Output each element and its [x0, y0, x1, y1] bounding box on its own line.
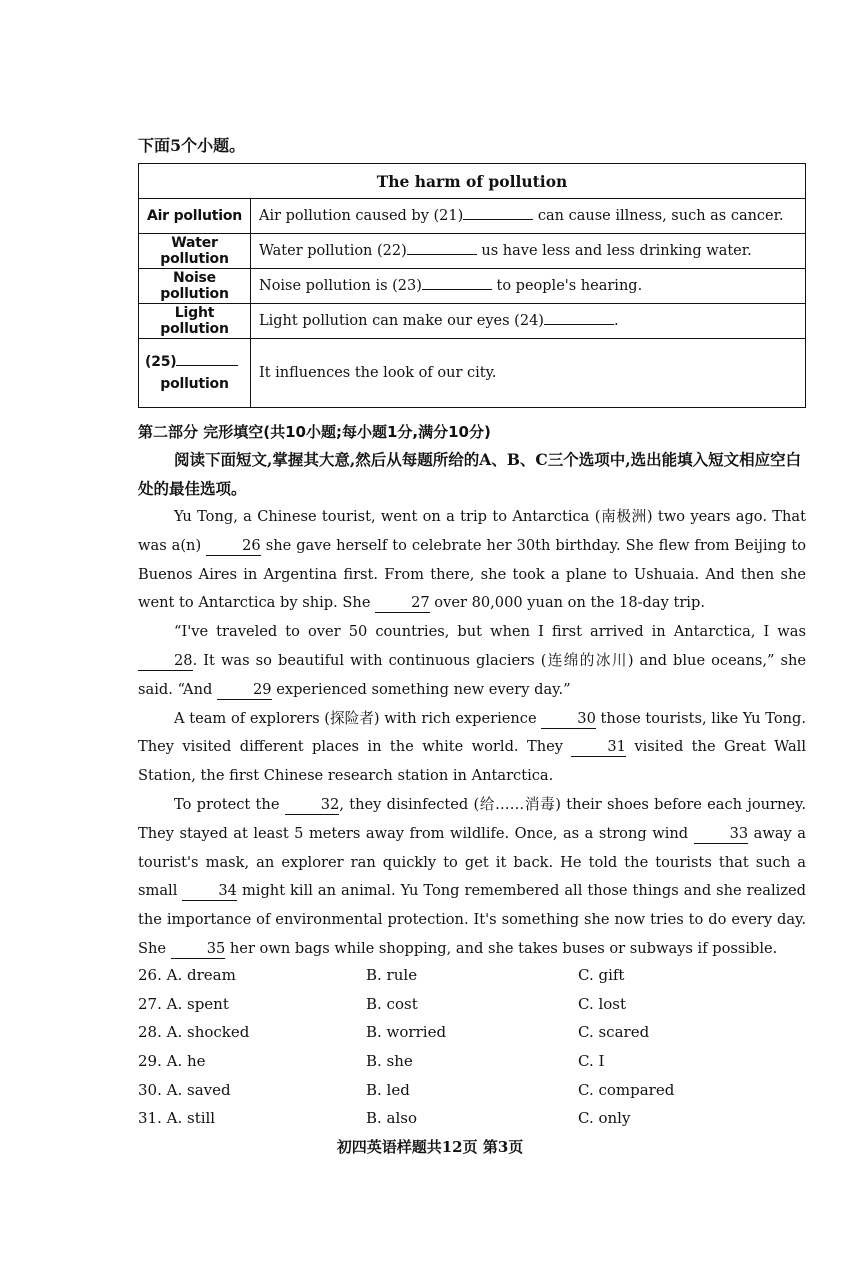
passage-text: , they disinfected (给……消毒) their shoes before each journey. They stayed at least 5 meters away from wildlife. Once, as a strong wind: [138, 795, 806, 842]
blank-29: 29: [217, 681, 272, 700]
pollution-desc: [251, 304, 806, 339]
option-row: [138, 1105, 806, 1134]
option-b: B. led: [366, 1080, 410, 1099]
desc-post: .: [613, 313, 619, 329]
passage-text: Yu Tong, a Chinese tourist, went on a trip to Antarctica (南极洲) two years ago. That was a(n): [138, 508, 806, 554]
table-row: [139, 234, 806, 269]
blank-34: 34: [182, 882, 237, 901]
desc-pre: Water pollution (22): [259, 243, 407, 259]
passage-text: she gave herself to celebrate her 30th birthday. She flew from Beijing to Buenos Aires in Argentina first. From there, she took a plane to Ushuaia. And then she went to Antarctica by ship. She: [138, 536, 806, 612]
option-c: C. only: [578, 1109, 631, 1128]
answer-blank: [463, 219, 533, 220]
desc-pre: Light pollution can make our eyes (24): [259, 313, 544, 329]
passage-text: visited the Great Wall Station, the first Chinese research station in Antarctica.: [138, 738, 806, 785]
option-b: B. also: [366, 1109, 418, 1128]
pollution-type: Noise pollution: [139, 269, 251, 304]
pollution-desc: [251, 234, 806, 269]
passage-text: . It was so beautiful with continuous glaciers (连绵的冰川) and blue oceans,” she said. “And: [138, 651, 806, 698]
table-title: The harm of pollution: [139, 164, 806, 199]
option-row: [138, 1019, 806, 1048]
option-b: B. she: [366, 1052, 413, 1071]
option-a: 31. A. still: [138, 1109, 216, 1128]
table-row: [139, 269, 806, 304]
answer-blank: [544, 324, 614, 325]
pollution-desc: [251, 199, 806, 234]
answer-options: [138, 962, 806, 1134]
pollution-table: [138, 163, 806, 408]
option-b: B. worried: [366, 1023, 447, 1042]
question-number: (25): [145, 354, 177, 370]
option-b: B. rule: [366, 966, 418, 984]
passage-text: might kill an animal. Yu Tong remembered all those things and she realized the importance of environmental protection. It's something she now tries to do every day. She: [138, 882, 806, 957]
passage-text: over 80,000 yuan on the 18-day trip.: [429, 594, 705, 612]
passage-text: her own bags while shopping, and she takes buses or subways if possible.: [225, 939, 778, 957]
type-word: pollution: [160, 376, 229, 392]
answer-blank: [422, 289, 492, 290]
answer-blank: [176, 365, 238, 366]
option-row: [138, 1048, 806, 1077]
paragraph: [138, 791, 806, 964]
pollution-type: Light pollution: [139, 304, 251, 339]
desc-post: can cause illness, such as cancer.: [537, 208, 784, 224]
paragraph: [138, 618, 806, 704]
type-blank-line: [141, 354, 248, 370]
desc-post: to people's hearing.: [496, 278, 643, 294]
paragraph: [138, 503, 806, 618]
passage-text: experienced something new every day.”: [271, 680, 571, 698]
blank-28: 28: [138, 652, 193, 671]
option-row: [138, 991, 806, 1020]
section-heading: 第二部分 完形填空(共10小题;每小题1分,满分10分): [138, 423, 491, 441]
blank-32: 32: [285, 796, 340, 815]
option-c: C. lost: [578, 994, 627, 1013]
passage-text: To protect the: [174, 795, 285, 813]
pollution-desc: [251, 269, 806, 304]
option-a: 26. A. dream: [138, 966, 236, 984]
option-a: 30. A. saved: [138, 1080, 231, 1099]
passage-text: away a tourist's mask, an explorer ran quickly to get it back. He told the tourists that such a small: [138, 824, 806, 900]
option-a: 27. A. spent: [138, 994, 229, 1013]
option-b: B. cost: [366, 994, 418, 1013]
passage-text: those tourists, like Yu Tong. They visited different places in the white world. They: [138, 709, 806, 756]
table-title-row: [139, 164, 806, 199]
table-row: [139, 304, 806, 339]
blank-31: 31: [571, 738, 626, 757]
paragraph: [138, 705, 806, 791]
option-row: [138, 962, 806, 991]
table-row: [139, 339, 806, 408]
blank-35: 35: [171, 940, 226, 959]
desc-post: us have less and less drinking water.: [481, 243, 752, 259]
passage-text: A team of explorers (探险者) with rich experience: [174, 709, 542, 727]
option-c: C. I: [578, 1052, 605, 1071]
option-a: 29. A. he: [138, 1052, 206, 1071]
pollution-desc: It influences the look of our city.: [251, 339, 806, 408]
option-c: C. compared: [578, 1080, 675, 1099]
page-footer: 初四英语样题共12页 第3页: [336, 1138, 524, 1156]
option-row: [138, 1077, 806, 1106]
blank-30: 30: [541, 710, 596, 729]
pollution-type: [139, 339, 251, 408]
table-row: [139, 199, 806, 234]
blank-26: 26: [206, 537, 261, 556]
pollution-type: Water pollution: [139, 234, 251, 269]
blank-27: 27: [375, 594, 430, 613]
desc-pre: Air pollution caused by (21): [259, 208, 464, 224]
intro-text: 下面5个小题。: [138, 136, 246, 155]
cloze-passage: [138, 503, 806, 964]
pollution-type: Air pollution: [139, 199, 251, 234]
blank-33: 33: [694, 825, 749, 844]
option-a: 28. A. shocked: [138, 1023, 250, 1042]
section-directions: 阅读下面短文,掌握其大意,然后从每题所给的A、B、C三个选项中,选出能填入短文相应空白处的最佳选项。: [138, 450, 802, 498]
passage-text: “I've traveled to over 50 countries, but when I first arrived in Antarctica, I was: [174, 623, 806, 641]
option-c: C. scared: [578, 1023, 650, 1042]
desc-pre: Noise pollution is (23): [259, 278, 422, 294]
answer-blank: [407, 254, 477, 255]
option-c: C. gift: [578, 966, 625, 984]
